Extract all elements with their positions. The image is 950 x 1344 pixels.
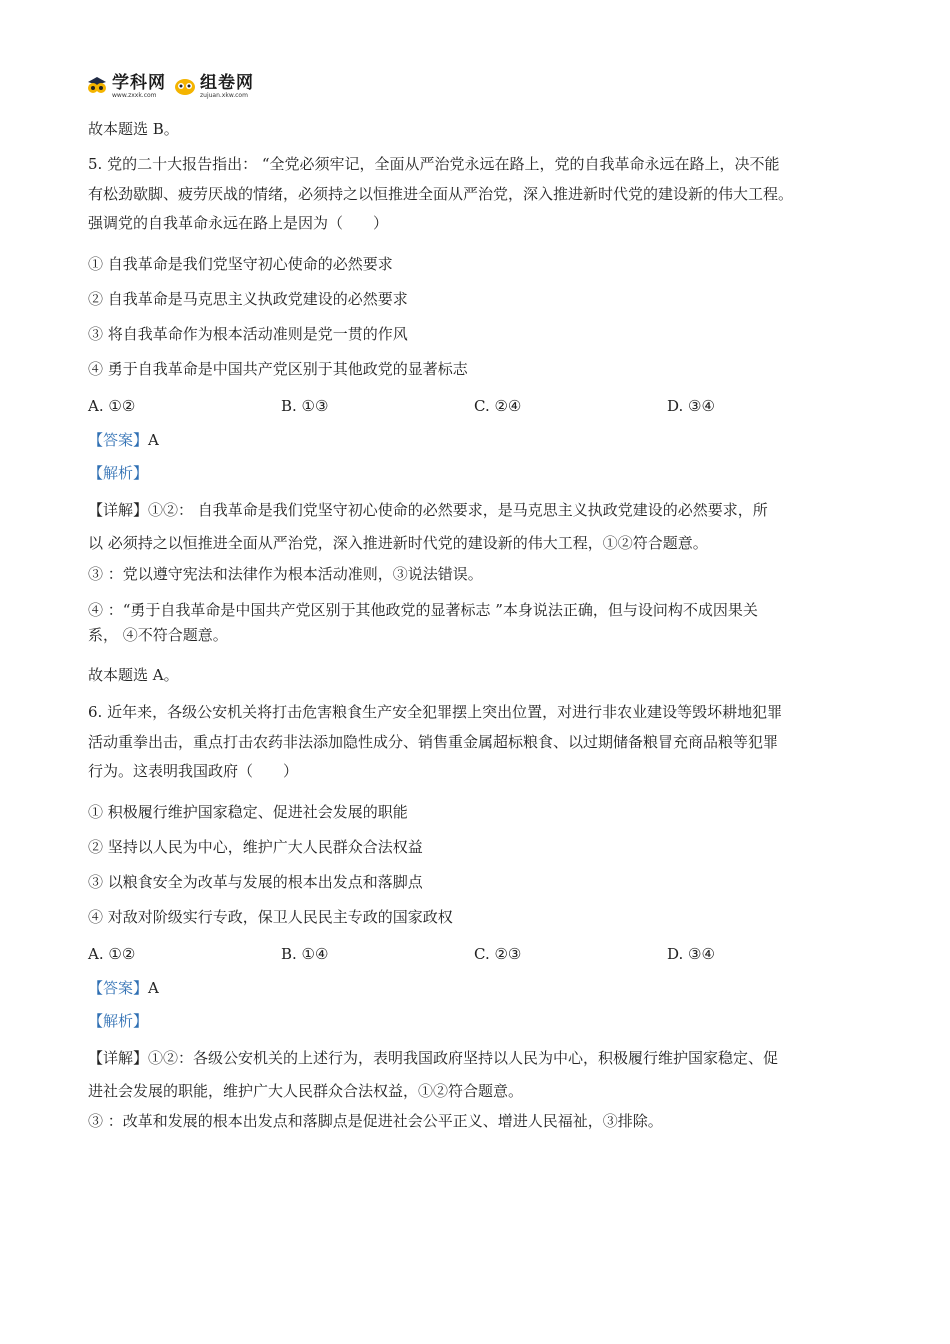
q5-detail-line: ④ ：“勇于自我革命是中国共产党区别于其他政党的显著标志 ”本身说法正确，但与设问构不成因果关 — [88, 601, 758, 619]
q5-option-d: D. ③④ — [667, 397, 715, 415]
q6-detail-line: 进社会发展的职能，维护广大人民群众合法权益，①②符合题意。 — [88, 1082, 524, 1100]
detail-text: ①②： 自我革命是我们党坚守初心使命的必然要求，是马克思主义执政党建设的必然要求，所 — [148, 501, 768, 519]
q6-option-a: A. ①② — [88, 945, 136, 963]
q5-stem-line: 5. 党的二十大报告指出： “全党必须牢记，全面从严治党永远在路上，党的自我革命永远在路上，决不能 — [88, 155, 780, 173]
q6-option-c: C. ②③ — [474, 945, 522, 963]
q6-detail-line — [88, 1047, 778, 1069]
analysis-tag: 【解析】 — [88, 464, 149, 482]
brand-url: www.zxxk.com — [112, 91, 157, 99]
brand-name: 组卷网 — [200, 72, 254, 93]
q6-stem-line: 活动重拳出击，重点打击农药非法添加隐性成分、销售重金属超标粮食、以过期储备粮冒充商品粮等犯罪 — [88, 733, 779, 751]
q6-answer — [88, 977, 159, 999]
answer-value: A — [148, 431, 159, 449]
answer-tag: 【答案】 — [88, 979, 149, 997]
q5-item: ④ 勇于自我革命是中国共产党区别于其他政党的显著标志 — [88, 360, 468, 378]
q5-option-a: A. ①② — [88, 397, 136, 415]
xuekewang-logo — [86, 74, 166, 99]
q5-analysis — [88, 462, 148, 484]
owl-icon — [86, 76, 108, 96]
q6-detail-line: ③ ：改革和发展的根本出发点和落脚点是促进社会公平正义、增进人民福祉，③排除。 — [88, 1112, 663, 1130]
q6-option-b: B. ①④ — [281, 945, 329, 963]
detail-text: ①②：各级公安机关的上述行为，表明我国政府坚持以人民为中心，积极履行维护国家稳定、促 — [148, 1049, 779, 1067]
q5-item: ③ 将自我革命作为根本活动准则是党一贯的作风 — [88, 325, 408, 343]
q5-item: ② 自我革命是马克思主义执政党建设的必然要求 — [88, 290, 408, 308]
q5-detail-line: ③ ：党以遵守宪法和法律作为根本活动准则，③说法错误。 — [88, 565, 483, 583]
q6-item: ① 积极履行维护国家稳定、促进社会发展的职能 — [88, 803, 408, 821]
q5-detail-line: 系， ④不符合题意。 — [88, 626, 228, 644]
q5-item: ① 自我革命是我们党坚守初心使命的必然要求 — [88, 255, 393, 273]
q6-item: ② 坚持以人民为中心，维护广大人民群众合法权益 — [88, 838, 423, 856]
brand-url: zujuan.xkw.com — [200, 91, 248, 99]
prev-conclusion: 故本题选 B。 — [88, 120, 179, 138]
brand-name: 学科网 — [112, 72, 166, 93]
q5-detail-line — [88, 499, 768, 521]
q5-option-c: C. ②④ — [474, 397, 522, 415]
q5-stem-line: 有松劲歇脚、疲劳厌战的情绪，必须持之以恒推进全面从严治党，深入推进新时代党的建设新的伟大工程。 — [88, 185, 794, 203]
q5-detail-line: 以 必须持之以恒推进全面从严治党，深入推进新时代党的建设新的伟大工程，①②符合题意。 — [88, 534, 708, 552]
q6-item: ③ 以粮食安全为改革与发展的根本出发点和落脚点 — [88, 873, 423, 891]
zujuanwang-logo — [174, 74, 254, 99]
answer-value: A — [148, 979, 159, 997]
q5-option-b: B. ①③ — [281, 397, 329, 415]
q6-stem-line: 6. 近年来，各级公安机关将打击危害粮食生产安全犯罪摆上突出位置，对进行非农业建设等毁坏耕地犯罪 — [88, 703, 783, 721]
q5-conclusion: 故本题选 A。 — [88, 666, 179, 684]
owl-icon — [174, 76, 196, 96]
q6-item: ④ 对敌对阶级实行专政，保卫人民民主专政的国家政权 — [88, 908, 453, 926]
q6-stem-line: 行为。这表明我国政府（ ） — [88, 762, 299, 780]
header-logos — [86, 70, 254, 102]
detail-tag: 【详解】 — [88, 1049, 149, 1067]
analysis-tag: 【解析】 — [88, 1012, 149, 1030]
q6-analysis — [88, 1010, 148, 1032]
q5-stem-line: 强调党的自我革命永远在路上是因为（ ） — [88, 214, 389, 232]
answer-tag: 【答案】 — [88, 431, 149, 449]
q5-answer — [88, 429, 159, 451]
detail-tag: 【详解】 — [88, 501, 149, 519]
q6-option-d: D. ③④ — [667, 945, 715, 963]
